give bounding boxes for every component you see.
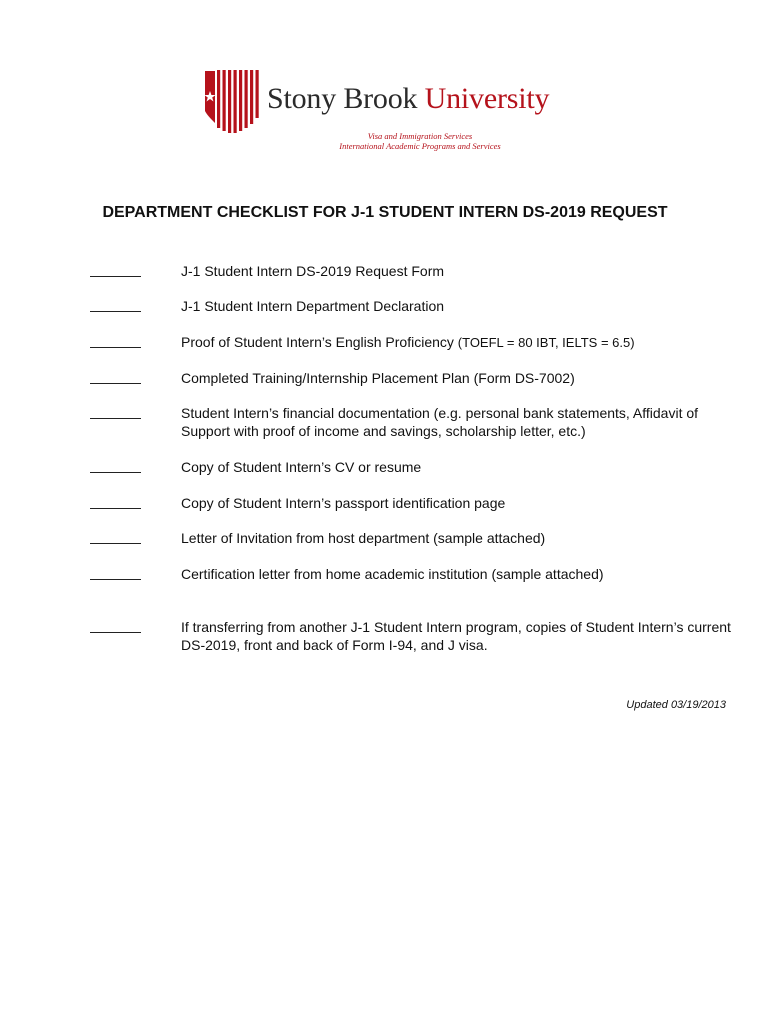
checklist-item-main: Proof of Student Intern’s English Proficiency [181, 334, 458, 350]
checkbox-blank[interactable] [90, 494, 141, 509]
star-shield-icon [205, 69, 261, 133]
logo-wordmark [267, 81, 549, 117]
document-title: DEPARTMENT CHECKLIST FOR J-1 STUDENT INTERN DS-2019 REQUEST [102, 204, 668, 221]
logo-subline-2: International Academic Programs and Services [339, 141, 501, 151]
checklist-item-text: J-1 Student Intern Department Declaration [181, 298, 445, 314]
checklist-item-text: Copy of Student Intern’s passport identification page [181, 495, 506, 511]
university-logo [205, 69, 575, 151]
logo-wordmark-red: University [424, 82, 550, 115]
checkbox-blank[interactable] [90, 529, 141, 544]
checkbox-blank[interactable] [90, 369, 141, 384]
checklist-item-text: Completed Training/Internship Placement Plan (Form DS-7002) [181, 370, 575, 386]
checkbox-blank[interactable] [90, 333, 141, 348]
checklist-item-text: Student Intern’s financial documentation (e.g. personal bank statements, Affidavit of Support with proof of income and savings, scholarship letter, etc.) [181, 405, 699, 439]
checklist-item-text: Letter of Invitation from host department (sample attached) [181, 530, 546, 546]
checklist-item-text: Certification letter from home academic institution (sample attached) [181, 566, 604, 582]
checkbox-blank[interactable] [90, 262, 141, 277]
checkbox-blank[interactable] [90, 618, 141, 633]
updated-date: Updated 03/19/2013 [626, 699, 726, 711]
checkbox-blank[interactable] [90, 297, 141, 312]
checklist-item-note: (TOEFL = 80 IBT, IELTS = 6.5) [457, 335, 635, 350]
checkbox-blank[interactable] [90, 404, 141, 419]
checkbox-blank[interactable] [90, 458, 141, 473]
checkbox-blank[interactable] [90, 565, 141, 580]
logo-wordmark-dark: Stony Brook [267, 82, 425, 115]
checklist-item-text [181, 333, 731, 352]
checklist-item-text: Copy of Student Intern’s CV or resume [181, 459, 422, 475]
logo-subline-1: Visa and Immigration Services [367, 131, 473, 141]
checklist-item-text: J-1 Student Intern DS-2019 Request Form [181, 263, 445, 279]
checklist-item-text: If transferring from another J-1 Student Intern program, copies of Student Intern’s current DS-2019, front and back of Form I-94, and J visa. [181, 619, 731, 653]
